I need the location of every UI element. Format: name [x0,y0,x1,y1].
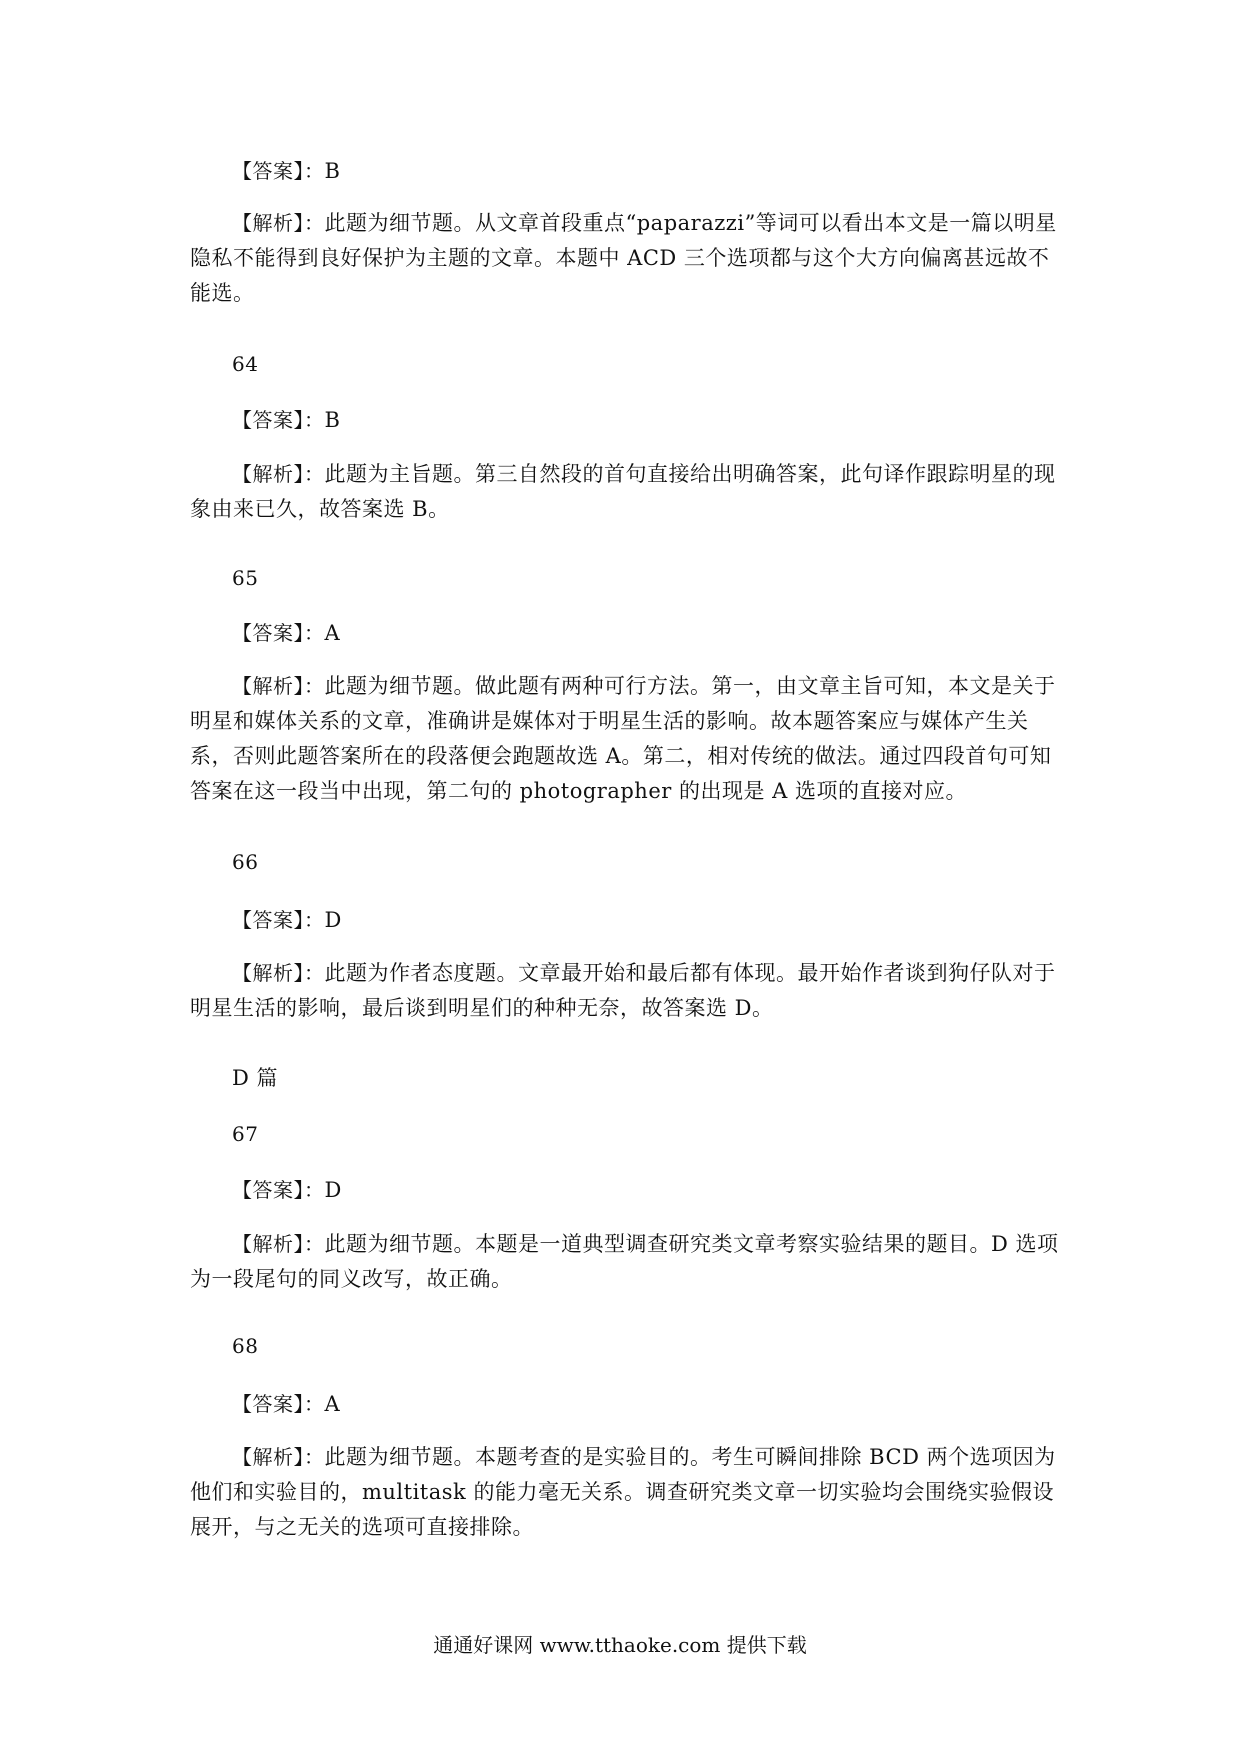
analysis-paragraph [190,956,1070,1026]
question-number: 64 [232,352,259,376]
analysis-text: 此题为主旨题。第三自然段的首句直接给出明确答案，此句译作跟踪明星的现象由来已久，故答案选 B。 [190,462,1056,521]
section-heading: D 篇 [232,1066,279,1090]
analysis-label: 【解析】： [232,462,325,486]
answer-label: 【答案】： [232,621,325,645]
answer-value: A [324,1392,341,1416]
analysis-text: 此题为细节题。本题是一道典型调查研究类文章考察实验结果的题目。D 选项为一段尾句的同义改写，故正确。 [190,1232,1059,1291]
analysis-text: 此题为细节题。从文章首段重点“paparazzi”等词可以看出本文是一篇以明星隐私不能得到良好保护为主题的文章。本题中 ACD 三个选项都与这个大方向偏离甚远故不能选。 [190,211,1057,305]
analysis-label: 【解析】： [232,961,325,985]
page-footer: 通通好课网 www.tthaoke.com 提供下载 [433,1633,807,1657]
answer-line [190,154,1070,189]
answer-label: 【答案】： [232,159,325,183]
analysis-text: 此题为细节题。本题考查的是实验目的。考生可瞬间排除 BCD 两个选项因为他们和实验目的，multitask 的能力毫无关系。调查研究类文章一切实验均会围绕实验假设展开，与之无关的选项可直接排除。 [190,1445,1056,1539]
answer-value: B [324,159,341,183]
answer-label: 【答案】： [232,1392,325,1416]
answer-value: B [324,408,341,432]
answer-line [190,903,1070,938]
answer-label: 【答案】： [232,408,325,432]
analysis-paragraph [190,206,1070,311]
analysis-label: 【解析】： [232,211,325,235]
answer-value: A [324,621,341,645]
answer-value: D [324,1178,342,1202]
answer-label: 【答案】： [232,1178,325,1202]
answer-line [190,403,1070,438]
analysis-paragraph [190,669,1070,809]
answer-value: D [324,908,342,932]
analysis-label: 【解析】： [232,1232,325,1256]
question-number: 68 [232,1334,259,1358]
question-number: 65 [232,566,259,590]
answer-line [190,1387,1070,1422]
analysis-paragraph [190,1440,1070,1545]
answer-line [190,616,1070,651]
analysis-paragraph [190,457,1070,527]
analysis-label: 【解析】： [232,674,325,698]
analysis-label: 【解析】： [232,1445,325,1469]
answer-line [190,1173,1070,1208]
analysis-text: 此题为作者态度题。文章最开始和最后都有体现。最开始作者谈到狗仔队对于明星生活的影响，最后谈到明星们的种种无奈，故答案选 D。 [190,961,1056,1020]
analysis-paragraph [190,1227,1070,1297]
question-number: 67 [232,1122,259,1146]
question-number: 66 [232,850,259,874]
answer-label: 【答案】： [232,908,325,932]
analysis-text: 此题为细节题。做此题有两种可行方法。第一，由文章主旨可知，本文是关于明星和媒体关系的文章，准确讲是媒体对于明星生活的影响。故本题答案应与媒体产生关系，否则此题答案所在的段落便会跑题故选 A。第二，相对传统的做法。通过四段首句可知答案在这一段当中出现，第二句的 photographer 的出现是 A 选项的直接对应。 [190,674,1056,803]
